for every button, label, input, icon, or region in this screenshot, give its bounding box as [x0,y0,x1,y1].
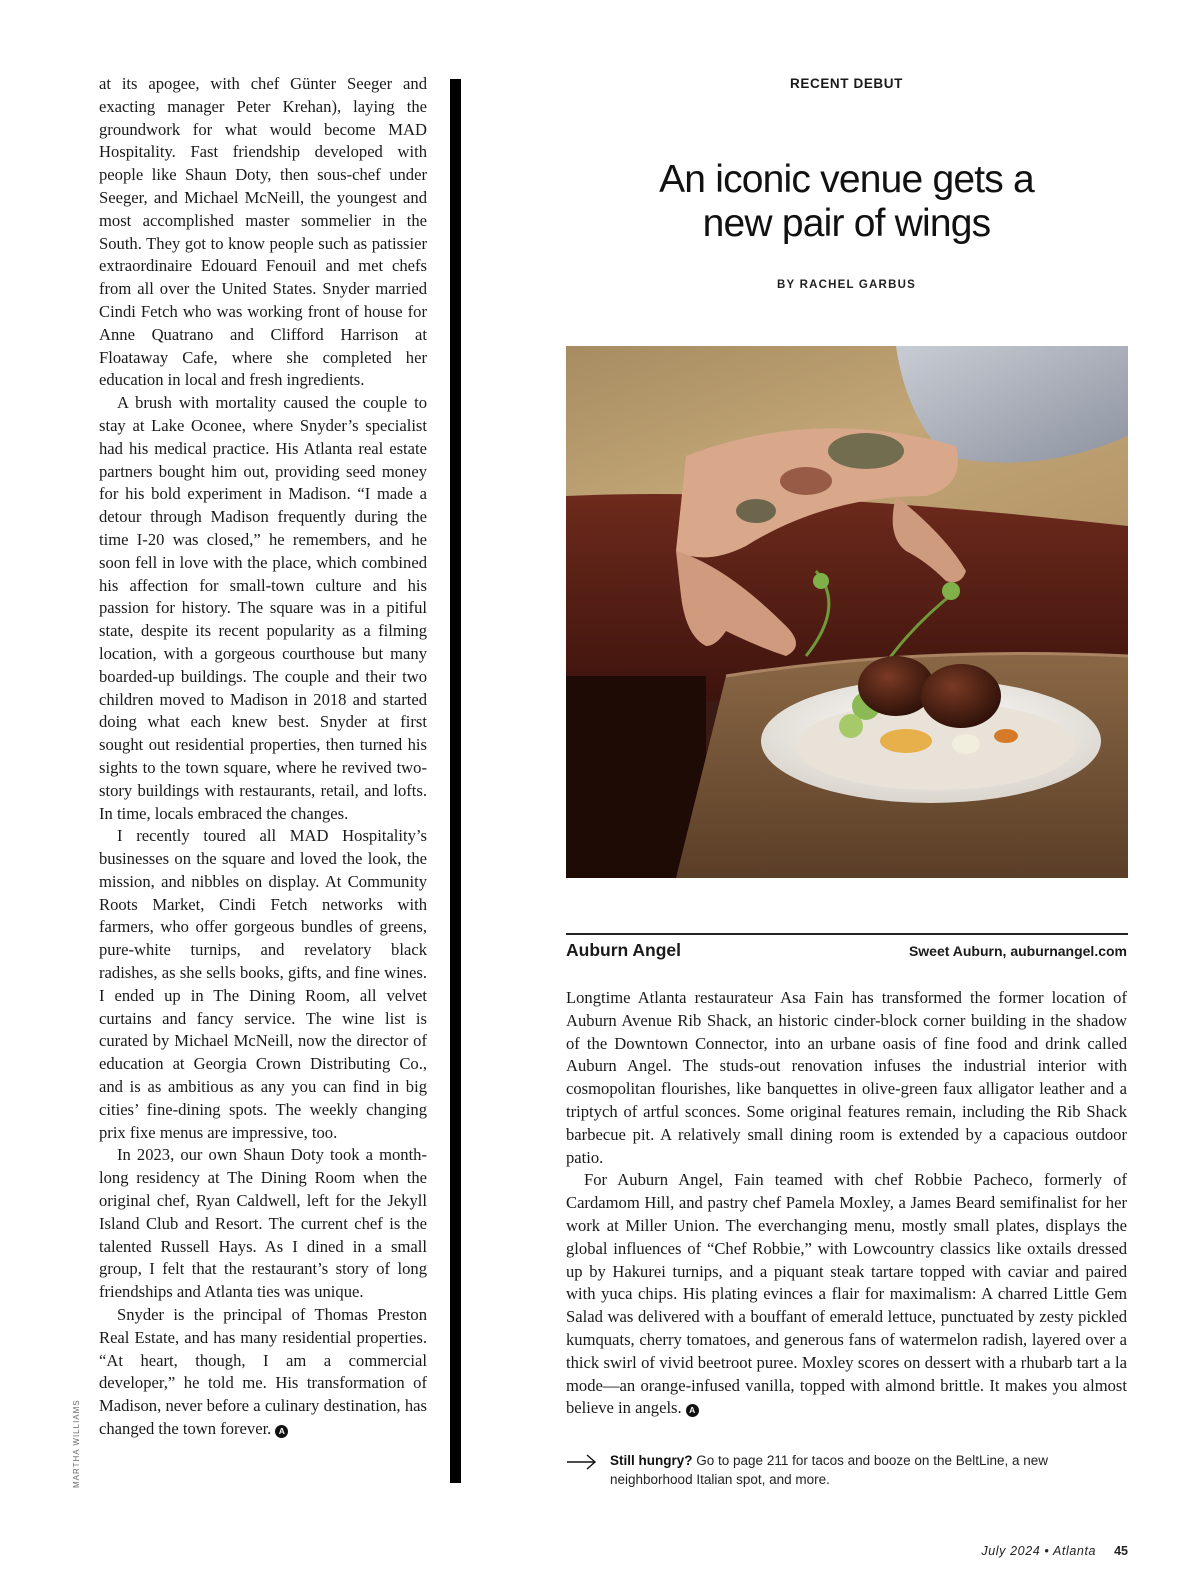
byline: BY RACHEL GARBUS [777,279,916,291]
end-mark-icon: A [275,1425,288,1438]
still-hungry-callout [566,1451,1127,1489]
column-divider [450,79,461,1483]
venue-location-url: Sweet Auburn, auburnangel.com [908,943,1127,959]
left-paragraph-3: I recently toured all MAD Hospitality’s businesses on the square and loved the look, the mission, and nibbles on display. At Community Roots Market, Cindi Fetch networks with farmers, who offer gorgeous bundles of greens, pure-white turnips, and revelatory black radishes, as she sells books, gifts, and fine wines. I ended up in The Dining Room, all velvet curtains and fancy service. The wine list is curated by Michael McNeill, now the director of education at Georgia Crown Distributing Co., and is as ambitious as any you can find in big cities’ fine-dining spots. The weekly changing prix fixe menus are impressive, too. [99,826,427,1142]
venue-name: Auburn Angel [566,940,682,960]
right-paragraph-1: Longtime Atlanta restaurateur Asa Fain has transformed the former location of Auburn Avenue Rib Shack, an historic cinder-block corner building in the shadow of the Downtown Connector, into an urbane oasis of fine food and drink called Auburn Angel. The studs-out renovation infuses the industrial interior with cosmopolitan flourishes, like banquettes in olive-green faux alligator leather and a triptych of artful sconces. Some original features remain, including the Rib Shack barbecue pit. A relatively small dining room is extended by a capacious outdoor patio. [566,988,1127,1167]
left-paragraph-5 [99,1304,427,1441]
still-hungry-text [610,1451,1127,1489]
left-paragraph-4: In 2023, our own Shaun Doty took a month-long residency at The Dining Room when the original chef, Ryan Caldwell, left for the Jekyll Island Club and Resort. The current chef is the talented Russell Hays. As I dined in a small group, I felt that the restaurant’s story of long friendships and Atlanta ties was unique. [99,1145,427,1302]
arrow-right-icon [566,1453,598,1476]
still-hungry-lead: Still hungry? [610,1453,693,1468]
section-rule [566,933,1128,935]
issue-date: July 2024 • Atlanta [981,1544,1097,1558]
right-paragraph-2-text: For Auburn Angel, Fain teamed with chef Robbie Pacheco, formerly of Cardamom Hill, and pastry chef Pamela Moxley, a James Beard semifinalist for her work at Miller Union. The everchanging menu, mostly small plates, displays the global influences of “Chef Robbie,” with Lowcountry classics like oxtails dressed up by Hakurei turnips, and a piquant steak tartare topped with caviar and paired with yuca chips. His plating evinces a flair for maximalism: A charred Little Gem Salad was delivered with a bouffant of emerald lettuce, punctuated by zesty pickled kumquats, cherry tomatoes, and generous fans of watermelon radish, layered over a thick swirl of vivid beetroot puree. Moxley scores on dessert with a rhubarb tart a la mode—an orange-infused vanilla, topped with almond brittle. It makes you almost believe in angels. [566,1170,1127,1418]
left-column-article [99,73,427,1441]
page-number: 45 [1114,1544,1128,1558]
headline [566,158,1127,246]
headline-line-1: An iconic venue gets a [659,158,1034,201]
page-footer [981,1544,1128,1558]
dish-photo [566,346,1128,878]
photo-credit: MARTHA WILLIAMS [72,1399,81,1488]
left-paragraph-2: A brush with mortality caused the couple to stay at Lake Oconee, where Snyder’s specialist had his medical practice. His Atlanta real estate partners bought him out, providing seed money for his bold experiment in Madison. “I made a detour through Madison frequently during the time I-20 was closed,” he remembers, and he soon fell in love with the place, which combined his affection for small-town culture and his passion for history. The square was in a pitiful state, despite its recent popularity as a filming location, with a gorgeous courthouse but many boarded-up buildings. The couple and their two children moved to Madison in 2018 and started doing what each knew best. Snyder at first sought out residential properties, then turned his sights to the town square, where he revived two-story buildings with restaurants, retail, and lofts. In time, locals embraced the changes. [99,393,427,823]
still-hungry-body: Go to page 211 for tacos and booze on the BeltLine, a new neighborhood Italian spot, and more. [610,1453,1049,1487]
right-column-article [566,987,1127,1420]
section-label: RECENT DEBUT [790,76,903,91]
right-paragraph-2 [566,1169,1127,1420]
left-paragraph-5-text: Snyder is the principal of Thomas Preston Real Estate, and has many residential properties. “At heart, though, I am a commercial developer,” he told me. His transformation of Madison, never before a culinary destination, has changed the town forever. [99,1305,427,1439]
headline-line-2: new pair of wings [702,202,991,245]
left-paragraph-1: at its apogee, with chef Günter Seeger and exacting manager Peter Krehan), laying the groundwork for what would become MAD Hospitality. Fast friendship developed with people like Shaun Doty, then sous-chef under Seeger, and Michael McNeill, the youngest and most accomplished master sommelier in the South. They got to know people such as patissier extraordinaire Edouard Fenouil and met chefs from all over the United States. Snyder married Cindi Fetch who was working front of house for Anne Quatrano and Clifford Harrison at Floataway Cafe, where she completed her education in local and fresh ingredients. [99,74,427,390]
end-mark-icon: A [686,1404,699,1417]
